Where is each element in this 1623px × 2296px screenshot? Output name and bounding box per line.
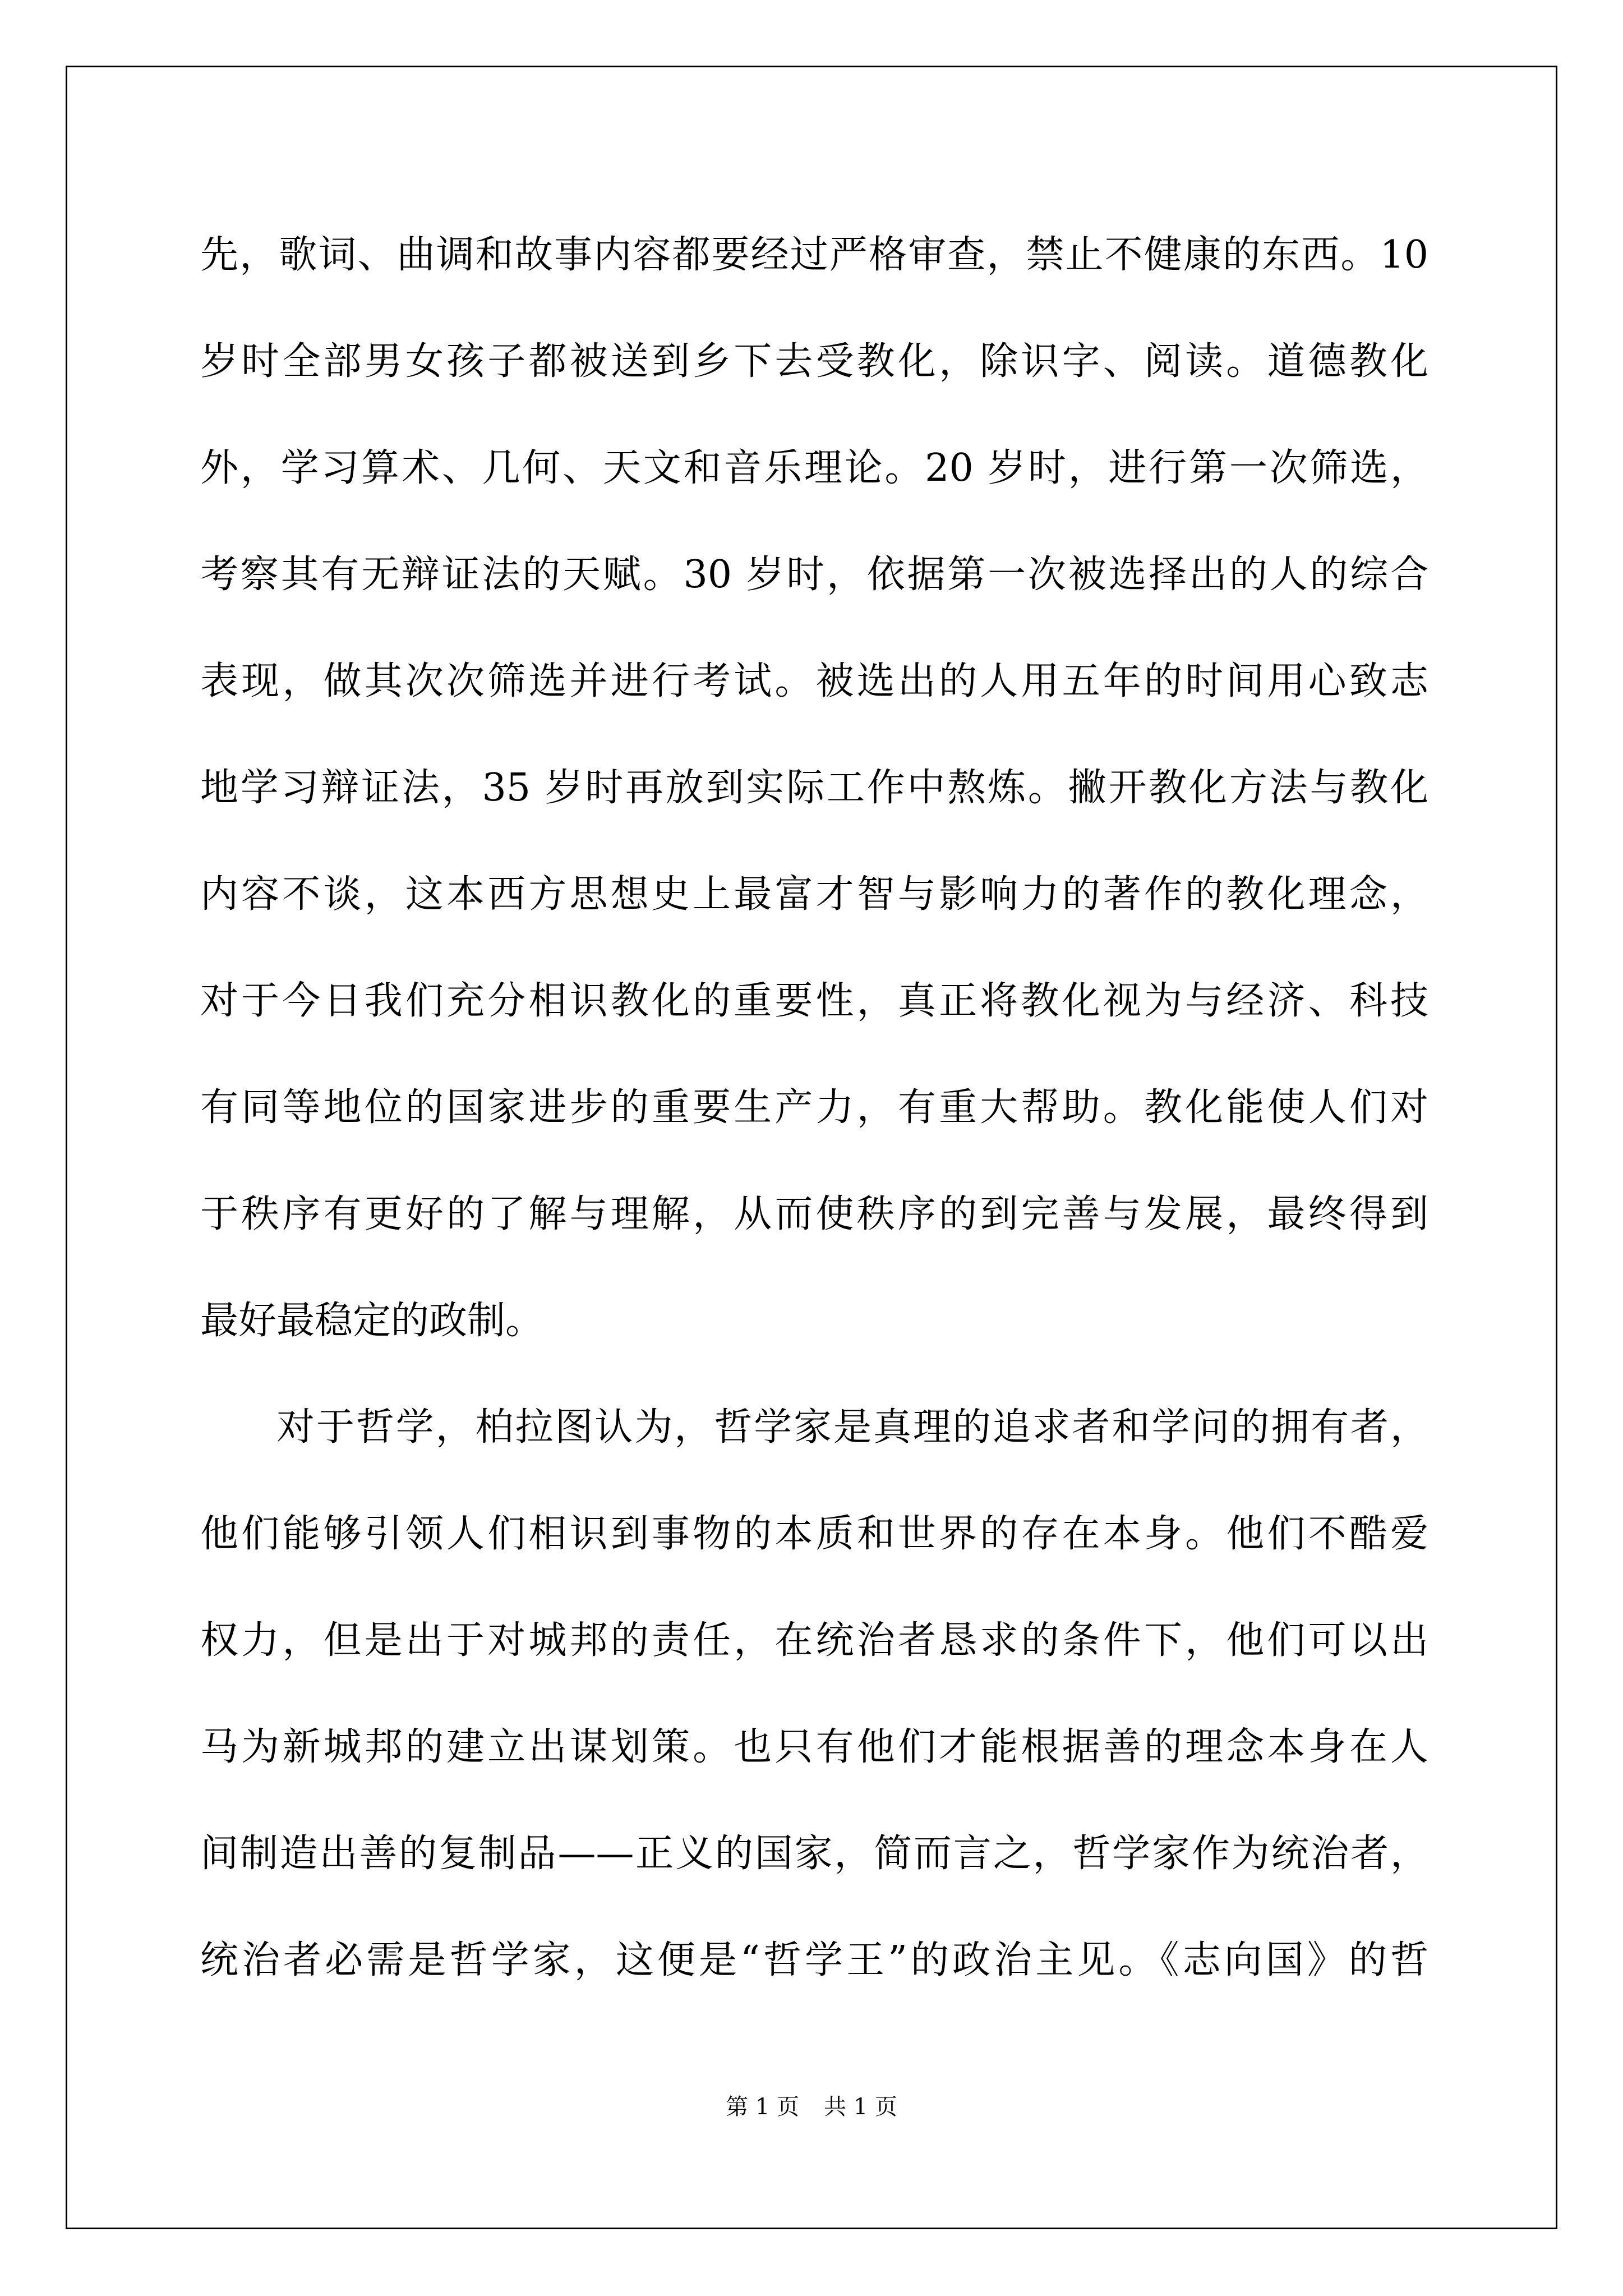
text-line: 间制造出善的复制品——正义的国家，简而言之，哲学家作为统治者， — [200, 1832, 1428, 1876]
text-line: 他们能够引领人们相识到事物的本质和世界的存在本身。他们不酷爱 — [200, 1512, 1428, 1556]
body-text — [200, 202, 1428, 2014]
text-line: 岁时全部男女孩子都被送到乡下去受教化，除识字、阅读。道德教化 — [200, 339, 1428, 384]
text-line: 地学习辩证法，35 岁时再放到实际工作中熬炼。撇开教化方法与教化 — [200, 766, 1428, 810]
text-line: 内容不谈，这本西方思想史上最富才智与影响力的著作的教化理念， — [200, 872, 1428, 917]
text-line: 考察其有无辩证法的天赋。30 岁时，依据第一次被选择出的人的综合 — [200, 553, 1428, 597]
text-line: 于秩序有更好的了解与理解，从而使秩序的到完善与发展，最终得到 — [200, 1192, 1428, 1236]
text-line: 先，歌词、曲调和故事内容都要经过严格审查，禁止不健康的东西。10 — [200, 233, 1428, 277]
text-line: 有同等地位的国家进步的重要生产力，有重大帮助。教化能使人们对 — [200, 1085, 1428, 1130]
page-footer — [0, 2090, 1623, 2124]
text-line: 对于今日我们充分相识教化的重要性，真正将教化视为与经济、科技 — [200, 979, 1428, 1023]
page-total: 共 1 页 — [824, 2094, 897, 2120]
text-line: 外，学习算术、几何、天文和音乐理论。20 岁时，进行第一次筛选， — [200, 446, 1428, 490]
page-number: 第 1 页 — [726, 2094, 799, 2120]
text-line: 表现，做其次次筛选并进行考试。被选出的人用五年的时间用心致志 — [200, 659, 1428, 703]
text-line: 马为新城邦的建立出谋划策。也只有他们才能根据善的理念本身在人 — [200, 1725, 1428, 1769]
text-line: 统治者必需是哲学家，这便是“哲学王”的政治主见。《志向国》的哲 — [200, 1938, 1428, 1982]
text-line-indented: 对于哲学，柏拉图认为，哲学家是真理的追求者和学问的拥有者， — [276, 1405, 1428, 1450]
text-line: 最好最稳定的政制。 — [200, 1299, 544, 1343]
text-line: 权力，但是出于对城邦的责任，在统治者恳求的条件下，他们可以出 — [200, 1618, 1428, 1663]
